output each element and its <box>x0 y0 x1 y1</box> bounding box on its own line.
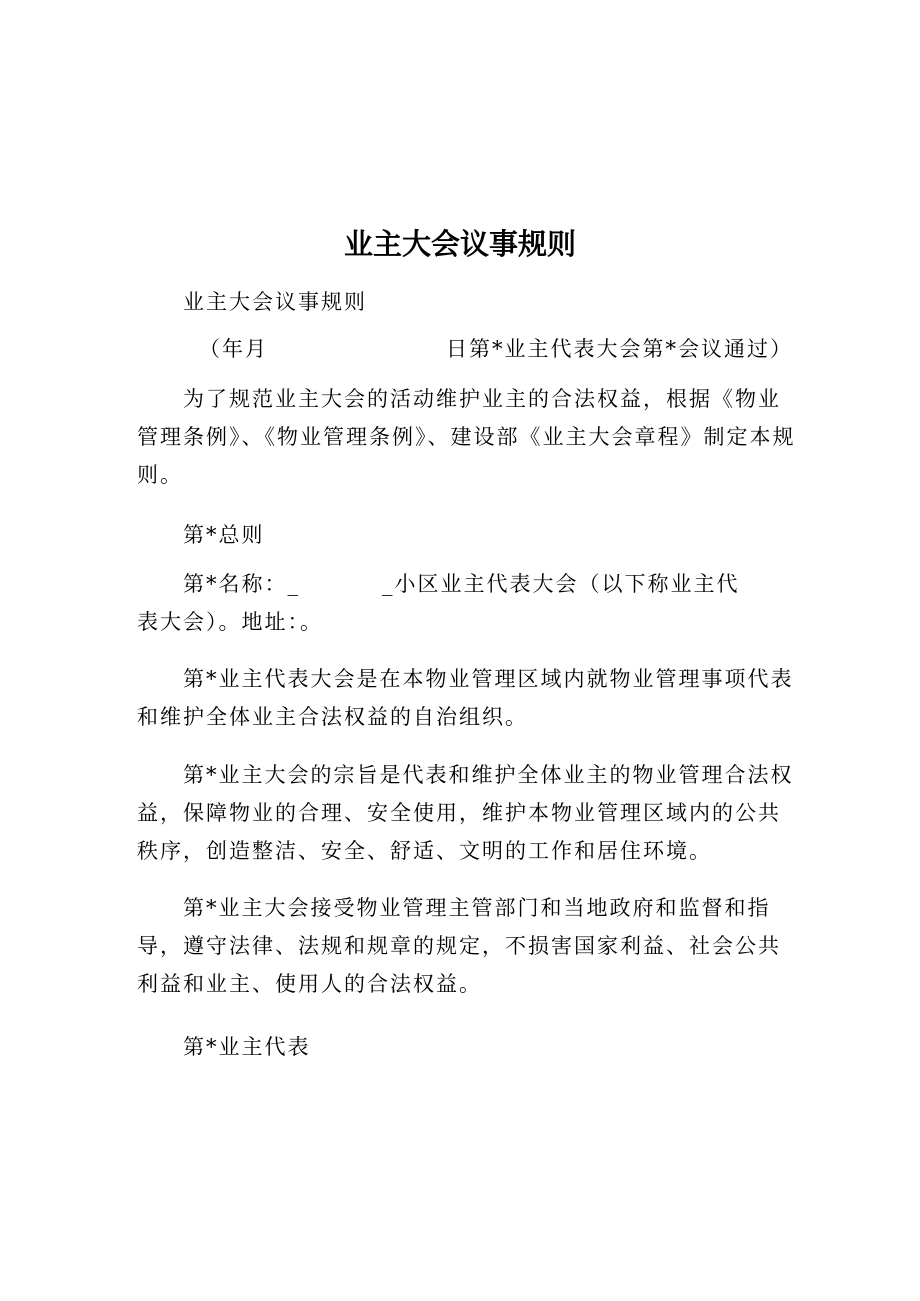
adoption-note-meeting: 日第*业主代表大会第*会议通过） <box>446 337 793 361</box>
chapter-general-text: 第*总则 <box>183 523 265 547</box>
article-purpose <box>137 756 803 870</box>
article-name-line1 <box>137 565 803 603</box>
adoption-note-date: （年月 <box>199 337 268 361</box>
chapter-representatives-text: 第*业主代表 <box>183 1035 311 1059</box>
article-name-suffix: _小区业主代表大会（以下称业主代 <box>382 572 740 596</box>
article-purpose-text: 第*业主大会的宗旨是代表和维护全体业主的物业管理合法权益，保障物业的合理、安全使用，维护本物业管理区域内的公共秩序，创造整洁、安全、舒适、文明的工作和居住环境。 <box>137 763 794 863</box>
article-name-address <box>137 565 803 641</box>
article-name-prefix: 第*名称：_ <box>183 572 300 596</box>
article-supervision <box>137 889 803 1003</box>
intro-paragraph <box>137 380 803 494</box>
article-supervision-text: 第*业主大会接受物业管理主管部门和当地政府和监督和指导，遵守法律、法规和规章的规定，不损害国家利益、社会公共利益和业主、使用人的合法权益。 <box>137 896 781 996</box>
adoption-note <box>199 330 793 368</box>
document-title: 业主大会议事规则 <box>343 227 576 261</box>
article-nature-text: 第*业主代表大会是在本物业管理区域内就物业管理事项代表和维护全体业主合法权益的自治组织。 <box>137 667 794 729</box>
intro-text: 为了规范业主大会的活动维护业主的合法权益，根据《物业管理条例》、《物业管理条例》、建设部《业主大会章程》制定本规则。 <box>137 387 796 487</box>
chapter-heading-representatives <box>137 1028 803 1066</box>
article-nature <box>137 660 803 736</box>
document-subtitle: 业主大会议事规则 <box>183 290 367 314</box>
chapter-heading-general <box>137 516 803 554</box>
article-name-line2: 表大会）。地址：。 <box>137 610 323 634</box>
